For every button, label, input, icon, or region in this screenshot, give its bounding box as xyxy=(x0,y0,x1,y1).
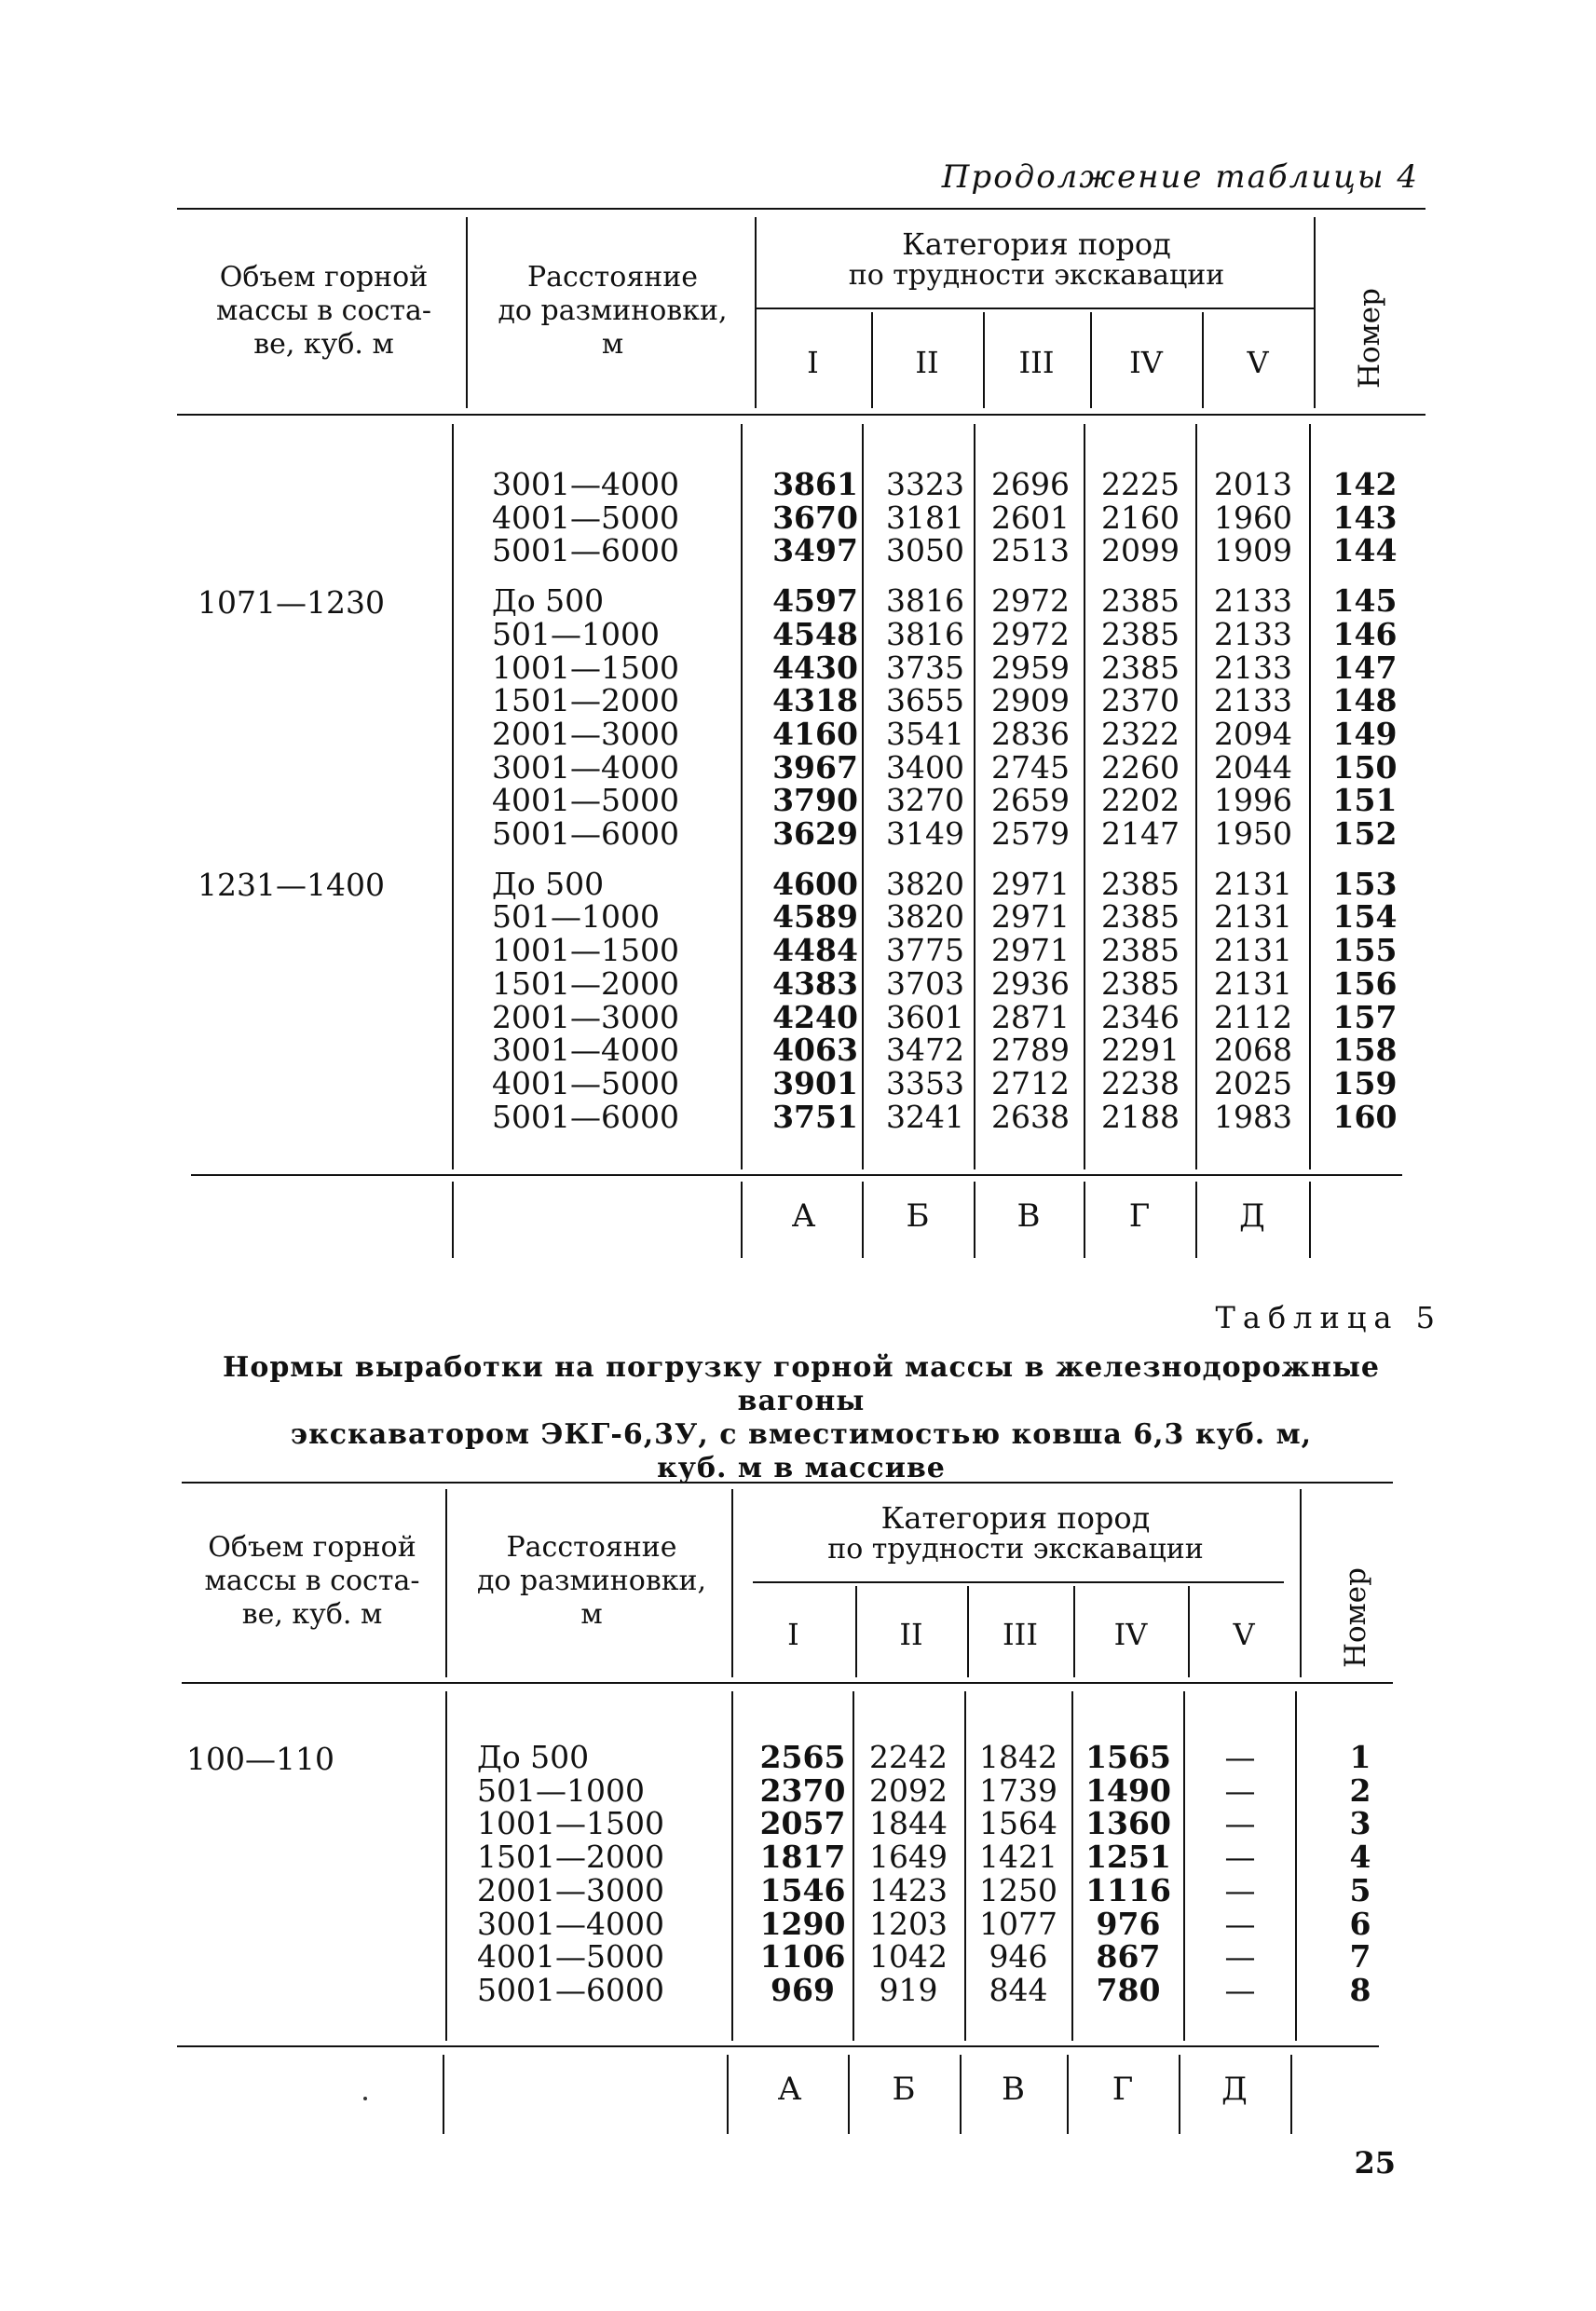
table-cell: 2131 xyxy=(1214,932,1292,969)
page-number: 25 xyxy=(1354,2145,1396,2181)
t5-hdr-vline xyxy=(445,1489,447,1677)
table-cell: 2133 xyxy=(1214,649,1292,686)
table-cell: 156 xyxy=(1332,964,1398,1002)
t4-nomer-column xyxy=(1314,468,1416,1133)
table-cell: 3472 xyxy=(886,1032,964,1069)
table-cell: — xyxy=(1224,1771,1256,1809)
table-cell: 3001—4000 xyxy=(492,748,679,786)
table-cell: 2133 xyxy=(1214,682,1292,719)
t4-volume-header-line: Объем горной xyxy=(219,261,429,294)
table-cell: 2712 xyxy=(991,1064,1070,1101)
t4-roman-II: II xyxy=(915,345,939,380)
t5-letter-D: Д xyxy=(1221,2071,1248,2108)
t4-distance-header xyxy=(471,261,755,362)
table-cell: 3149 xyxy=(886,815,964,853)
table-cell: 151 xyxy=(1332,782,1398,819)
table-cell: 2322 xyxy=(1101,715,1180,752)
table-cell: 3400 xyxy=(886,748,964,786)
t4-letter-B: Б xyxy=(906,1197,930,1235)
t5-foot-vline xyxy=(727,2055,729,2134)
t5-letter-G: Г xyxy=(1112,2071,1134,2108)
table-cell: 2057 xyxy=(759,1805,846,1842)
table-cell: 1106 xyxy=(759,1938,846,1976)
table-cell: 2971 xyxy=(991,932,1070,969)
table-cell: 2238 xyxy=(1101,1064,1180,1101)
table-5-title-line: куб. м в массиве xyxy=(657,1452,946,1484)
table-cell: 2147 xyxy=(1101,815,1180,853)
table-cell: 3001—4000 xyxy=(492,1032,679,1069)
t4-volume-group-3: 1231—1400 xyxy=(198,867,385,903)
table-cell: 157 xyxy=(1332,998,1398,1035)
table-cell: 1960 xyxy=(1214,499,1292,536)
t4-volume-group-2: 1071—1230 xyxy=(198,584,385,621)
table-cell: 4001—5000 xyxy=(492,1064,679,1101)
table-cell: 142 xyxy=(1332,466,1398,502)
table-cell: 2972 xyxy=(991,582,1070,620)
table-cell: 2092 xyxy=(869,1771,948,1809)
table-cell: 2025 xyxy=(1214,1064,1292,1101)
table-cell: 1501—2000 xyxy=(492,964,679,1002)
table-cell: 2112 xyxy=(1214,998,1292,1035)
table-cell: 2068 xyxy=(1214,1032,1292,1069)
table-cell: 4589 xyxy=(772,898,858,936)
t5-header-rule xyxy=(182,1682,1393,1684)
t4-col-III xyxy=(978,468,1083,1133)
table-cell: 2001—3000 xyxy=(492,715,679,752)
table-cell: 160 xyxy=(1332,1098,1398,1135)
table-cell: 153 xyxy=(1332,865,1398,902)
t4-foot-vline xyxy=(452,1182,454,1258)
t4-category-header-line: по трудности экскавации xyxy=(848,259,1225,292)
table-cell: 4001—5000 xyxy=(477,1938,664,1976)
table-cell: 3775 xyxy=(886,932,964,969)
t4-distance-header-line: Расстояние xyxy=(526,261,698,294)
t5-category-header xyxy=(736,1502,1295,1566)
table-cell: 148 xyxy=(1332,682,1398,719)
t4-roman-I: I xyxy=(807,345,819,380)
table-cell: 3001—4000 xyxy=(492,466,679,502)
table-cell: 1565 xyxy=(1085,1739,1171,1775)
table-cell: 4063 xyxy=(772,1032,858,1069)
table-cell: 2133 xyxy=(1214,615,1292,652)
table-cell: 2696 xyxy=(991,466,1070,502)
table-cell: 3323 xyxy=(886,466,964,502)
table-cell: 2001—3000 xyxy=(492,998,679,1035)
table-cell: 867 xyxy=(1096,1938,1161,1976)
t5-roman-V: V xyxy=(1233,1617,1255,1652)
table-cell: 3050 xyxy=(886,532,964,569)
table-cell: 780 xyxy=(1096,1971,1161,2008)
table-cell: 1360 xyxy=(1085,1805,1171,1842)
table-cell: 946 xyxy=(989,1938,1048,1976)
t5-body-vline xyxy=(1295,1691,1297,2041)
table-cell: 7 xyxy=(1349,1938,1371,1976)
table-cell: 3790 xyxy=(772,782,858,819)
t4-category-header xyxy=(759,228,1314,292)
table-cell: 3655 xyxy=(886,682,964,719)
table-cell: 4600 xyxy=(772,865,858,902)
table-cell: 2385 xyxy=(1101,865,1180,902)
table-cell: 2099 xyxy=(1101,532,1180,569)
table-cell: 2385 xyxy=(1101,964,1180,1002)
table-cell: 1251 xyxy=(1085,1839,1171,1876)
table-cell: 155 xyxy=(1332,932,1398,969)
t4-letter-V: В xyxy=(1016,1197,1041,1235)
table-cell: 1996 xyxy=(1214,782,1292,819)
t4-col-I xyxy=(764,468,866,1133)
t5-volume-header xyxy=(182,1531,443,1632)
table-cell: 1909 xyxy=(1214,532,1292,569)
table-cell: 143 xyxy=(1332,499,1398,536)
table-cell: 4597 xyxy=(772,582,858,620)
table-cell: 3820 xyxy=(886,865,964,902)
t5-roman-II: II xyxy=(899,1617,923,1652)
table-cell: 3901 xyxy=(772,1064,858,1101)
table-cell: 150 xyxy=(1332,748,1398,786)
table-cell: 2971 xyxy=(991,898,1070,936)
table-cell: 1546 xyxy=(759,1871,846,1908)
table-cell: 1844 xyxy=(869,1805,948,1842)
table-cell: 2385 xyxy=(1101,582,1180,620)
table-cell: 1842 xyxy=(979,1739,1057,1775)
t5-col-III xyxy=(967,1741,1070,2007)
table-cell: 2745 xyxy=(991,748,1070,786)
table-cell: — xyxy=(1224,1905,1256,1942)
table-cell: — xyxy=(1224,1805,1256,1842)
t5-col-V xyxy=(1188,1741,1292,2007)
table-cell: 1950 xyxy=(1214,815,1292,853)
table-cell: 146 xyxy=(1332,615,1398,652)
t5-body-vline xyxy=(1183,1691,1185,2041)
table-cell: 3 xyxy=(1349,1805,1371,1842)
table-cell: 2188 xyxy=(1101,1098,1180,1135)
table-cell: 1203 xyxy=(869,1905,948,1942)
table-cell: 3541 xyxy=(886,715,964,752)
table-cell: 4 xyxy=(1349,1839,1371,1876)
table-cell: — xyxy=(1224,1938,1256,1976)
table-cell: До 500 xyxy=(492,865,605,902)
table-cell: 3735 xyxy=(886,649,964,686)
table-cell: 1042 xyxy=(869,1938,948,1976)
table-cell: 2044 xyxy=(1214,748,1292,786)
t5-roman-III: III xyxy=(1003,1617,1038,1652)
table-cell: 1501—2000 xyxy=(492,682,679,719)
t4-col-II xyxy=(874,468,976,1133)
table-cell: 2513 xyxy=(991,532,1070,569)
t4-category-rule xyxy=(755,308,1314,309)
table-cell: 2131 xyxy=(1214,898,1292,936)
t4-hdr-vline xyxy=(1314,217,1316,408)
table-cell: 5001—6000 xyxy=(492,815,679,853)
t4-nomer-header: Номер xyxy=(1353,288,1386,390)
table-cell: 2385 xyxy=(1101,898,1180,936)
t4-col-IV xyxy=(1085,468,1195,1133)
table-cell: 1421 xyxy=(979,1839,1057,1876)
table-cell: 4001—5000 xyxy=(492,499,679,536)
table-cell: 1250 xyxy=(979,1871,1057,1908)
t5-volume-header-line: ве, куб. м xyxy=(241,1598,383,1631)
table-cell: 4383 xyxy=(772,964,858,1002)
table-cell: 3967 xyxy=(772,748,858,786)
t4-letter-D: Д xyxy=(1239,1197,1265,1235)
table-5-title-line: экскаватором ЭКГ-6,3У, с вместимостью ковша 6,3 куб. м, xyxy=(290,1418,1313,1451)
t4-col-V xyxy=(1197,468,1309,1133)
table-cell: 4160 xyxy=(772,715,858,752)
table-cell: 6 xyxy=(1349,1905,1371,1942)
table-cell: 3270 xyxy=(886,782,964,819)
t5-distance-header-line: м xyxy=(580,1598,603,1631)
table-cell: 2601 xyxy=(991,499,1070,536)
t5-volume-group: 100—110 xyxy=(186,1741,334,1777)
t5-body-vline xyxy=(964,1691,966,2041)
t4-foot-vline xyxy=(741,1182,743,1258)
table-cell: 4240 xyxy=(772,998,858,1035)
table-cell: До 500 xyxy=(492,582,605,620)
table-cell: — xyxy=(1224,1739,1256,1775)
table-cell: 1001—1500 xyxy=(477,1805,664,1842)
t4-body-vline xyxy=(1309,424,1311,1169)
table-cell: 501—1000 xyxy=(492,898,660,936)
table-cell: 4318 xyxy=(772,682,858,719)
table-cell: 159 xyxy=(1332,1064,1398,1101)
table-cell: 919 xyxy=(879,1971,938,2008)
table-cell: 4001—5000 xyxy=(492,782,679,819)
t5-volume-header-line: массы в соста- xyxy=(204,1565,420,1597)
t5-distance-column xyxy=(477,1741,664,2007)
table-cell: 1564 xyxy=(979,1805,1057,1842)
t5-foot-vline xyxy=(443,2055,444,2134)
t4-header-rule xyxy=(177,414,1425,416)
t4-foot-vline xyxy=(1309,1182,1311,1258)
table-cell: 501—1000 xyxy=(492,615,660,652)
table-cell: 2013 xyxy=(1214,466,1292,502)
table-cell: 2133 xyxy=(1214,582,1292,620)
t5-nomer-column xyxy=(1314,1741,1407,2007)
table-cell: 844 xyxy=(989,1971,1048,2008)
t5-distance-header-line: Расстояние xyxy=(506,1531,677,1564)
t4-volume-header xyxy=(186,261,461,362)
table-cell: 3353 xyxy=(886,1064,964,1101)
table-cell: До 500 xyxy=(477,1739,590,1775)
t4-top-rule xyxy=(177,208,1425,210)
t4-roman-III: III xyxy=(1018,345,1055,380)
table-cell: 1423 xyxy=(869,1871,948,1908)
table-cell: 976 xyxy=(1096,1905,1161,1942)
t5-category-header-line: Категория пород xyxy=(880,1500,1151,1536)
table-cell: 2001—3000 xyxy=(477,1871,664,1908)
t4-distance-column xyxy=(492,468,679,1133)
table-cell: 1001—1500 xyxy=(492,932,679,969)
table-cell: 5001—6000 xyxy=(492,532,679,569)
table-cell: 2972 xyxy=(991,615,1070,652)
t5-distance-header xyxy=(452,1531,731,1632)
table-cell: 2202 xyxy=(1101,782,1180,819)
t4-category-header-line: Категория пород xyxy=(902,226,1171,262)
t5-letter-V: В xyxy=(1002,2071,1025,2108)
table-cell: 1077 xyxy=(979,1905,1057,1942)
t5-roman-IV: IV xyxy=(1113,1617,1148,1652)
t4-letter-G: Г xyxy=(1128,1197,1151,1235)
t5-roman-I: I xyxy=(787,1617,799,1652)
table-cell: 3629 xyxy=(772,815,858,853)
table-cell: 3001—4000 xyxy=(477,1905,664,1942)
table-cell: 1649 xyxy=(869,1839,948,1876)
t5-category-header-line: по трудности экскавации xyxy=(827,1533,1204,1566)
table-cell: 152 xyxy=(1332,815,1398,853)
table-cell: 1490 xyxy=(1085,1771,1171,1809)
continuation-caption: Продолжение таблицы 4 xyxy=(941,158,1419,196)
table-cell: 3241 xyxy=(886,1098,964,1135)
table-cell: 3861 xyxy=(772,466,858,502)
table-cell: 2370 xyxy=(759,1771,846,1809)
table-cell: 501—1000 xyxy=(477,1771,645,1809)
table-5-title xyxy=(186,1351,1416,1485)
table-cell: 969 xyxy=(771,1971,835,2008)
t4-volume-header-line: ве, куб. м xyxy=(253,328,394,361)
table-cell: 2370 xyxy=(1101,682,1180,719)
table-cell: 2260 xyxy=(1101,748,1180,786)
table-cell: 2836 xyxy=(991,715,1070,752)
table-cell: — xyxy=(1224,1839,1256,1876)
table-cell: 4484 xyxy=(772,932,858,969)
table-cell: 144 xyxy=(1332,532,1398,569)
table-cell: 2638 xyxy=(991,1098,1070,1135)
table-cell: 1983 xyxy=(1214,1098,1292,1135)
t5-top-rule xyxy=(182,1482,1393,1484)
t4-hdr-vline xyxy=(466,217,468,408)
table-cell: 2346 xyxy=(1101,998,1180,1035)
t4-bottom-rule xyxy=(191,1174,1402,1176)
t5-body-vline xyxy=(1071,1691,1073,2041)
table-cell: 1001—1500 xyxy=(492,649,679,686)
table-cell: 5001—6000 xyxy=(477,1971,664,2008)
table-cell: 2385 xyxy=(1101,932,1180,969)
table-cell: 2385 xyxy=(1101,615,1180,652)
table-5-title-line: Нормы выработки на погрузку горной массы в железнодорожные вагоны xyxy=(222,1351,1381,1417)
table-cell: 3751 xyxy=(772,1098,858,1135)
table-cell: 1116 xyxy=(1085,1871,1171,1908)
table-cell: 1501—2000 xyxy=(477,1839,664,1876)
table-5-label: Таблица 5 xyxy=(1215,1300,1442,1335)
t4-distance-header-line: до разминовки, xyxy=(498,294,728,327)
t5-nomer-header: Номер xyxy=(1339,1567,1372,1669)
t4-distance-header-line: м xyxy=(601,328,624,361)
table-cell: 1 xyxy=(1349,1739,1371,1775)
t5-foot-vline xyxy=(1290,2055,1292,2134)
table-cell: 2385 xyxy=(1101,649,1180,686)
table-cell: 154 xyxy=(1332,898,1398,936)
table-cell: 2565 xyxy=(759,1739,846,1775)
t4-roman-V: V xyxy=(1247,345,1269,380)
table-cell: — xyxy=(1224,1971,1256,2008)
table-cell: 2131 xyxy=(1214,865,1292,902)
table-cell: 2936 xyxy=(991,964,1070,1002)
t5-volume-header-line: Объем горной xyxy=(208,1531,416,1564)
table-cell: 2160 xyxy=(1101,499,1180,536)
table-cell: 2131 xyxy=(1214,964,1292,1002)
table-cell: 1817 xyxy=(759,1839,846,1876)
table-cell: 3703 xyxy=(886,964,964,1002)
table-cell: 2971 xyxy=(991,865,1070,902)
table-cell: 3816 xyxy=(886,615,964,652)
table-cell: 1739 xyxy=(979,1771,1057,1809)
t5-distance-header-line: до разминовки, xyxy=(476,1565,707,1597)
table-cell: 2959 xyxy=(991,649,1070,686)
table-cell: 2659 xyxy=(991,782,1070,819)
table-cell: 158 xyxy=(1332,1032,1398,1069)
table-cell: 2909 xyxy=(991,682,1070,719)
table-cell: 3816 xyxy=(886,582,964,620)
table-cell: 2871 xyxy=(991,998,1070,1035)
t5-bottom-rule xyxy=(177,2045,1379,2047)
t5-letter-A: А xyxy=(777,2071,802,2108)
stray-dot xyxy=(363,2097,367,2100)
table-cell: 3820 xyxy=(886,898,964,936)
table-cell: 5 xyxy=(1349,1871,1371,1908)
table-cell: 5001—6000 xyxy=(492,1098,679,1135)
t5-body-vline xyxy=(445,1691,447,2041)
table-cell: 2242 xyxy=(869,1739,948,1775)
table-cell: 2094 xyxy=(1214,715,1292,752)
table-cell: 2225 xyxy=(1101,466,1180,502)
table-cell: 3670 xyxy=(772,499,858,536)
table-cell: 2789 xyxy=(991,1032,1070,1069)
t5-body-vline xyxy=(853,1691,854,2041)
t5-letter-B: Б xyxy=(892,2071,916,2108)
table-cell: 149 xyxy=(1332,715,1398,752)
t4-body-vline xyxy=(452,424,454,1169)
table-cell: 4548 xyxy=(772,615,858,652)
t5-col-I xyxy=(753,1741,853,2007)
table-cell: 145 xyxy=(1332,582,1398,620)
table-cell: 2291 xyxy=(1101,1032,1180,1069)
t4-body-vline xyxy=(741,424,743,1169)
table-cell: — xyxy=(1224,1871,1256,1908)
table-cell: 3601 xyxy=(886,998,964,1035)
table-cell: 2579 xyxy=(991,815,1070,853)
table-cell: 2 xyxy=(1349,1771,1371,1809)
t4-letter-A: А xyxy=(791,1197,816,1235)
table-cell: 3497 xyxy=(772,532,858,569)
table-cell: 147 xyxy=(1332,649,1398,686)
table-cell: 1290 xyxy=(759,1905,846,1942)
table-cell: 8 xyxy=(1349,1971,1371,2008)
t5-category-rule xyxy=(753,1581,1284,1583)
table-cell: 4430 xyxy=(772,649,858,686)
t5-col-II xyxy=(857,1741,960,2007)
t5-body-vline xyxy=(731,1691,733,2041)
t4-roman-IV: IV xyxy=(1129,345,1163,380)
table-cell: 3181 xyxy=(886,499,964,536)
t5-col-IV xyxy=(1076,1741,1180,2007)
t5-hdr-vline xyxy=(1300,1489,1302,1677)
t4-volume-header-line: массы в соста- xyxy=(216,294,431,327)
